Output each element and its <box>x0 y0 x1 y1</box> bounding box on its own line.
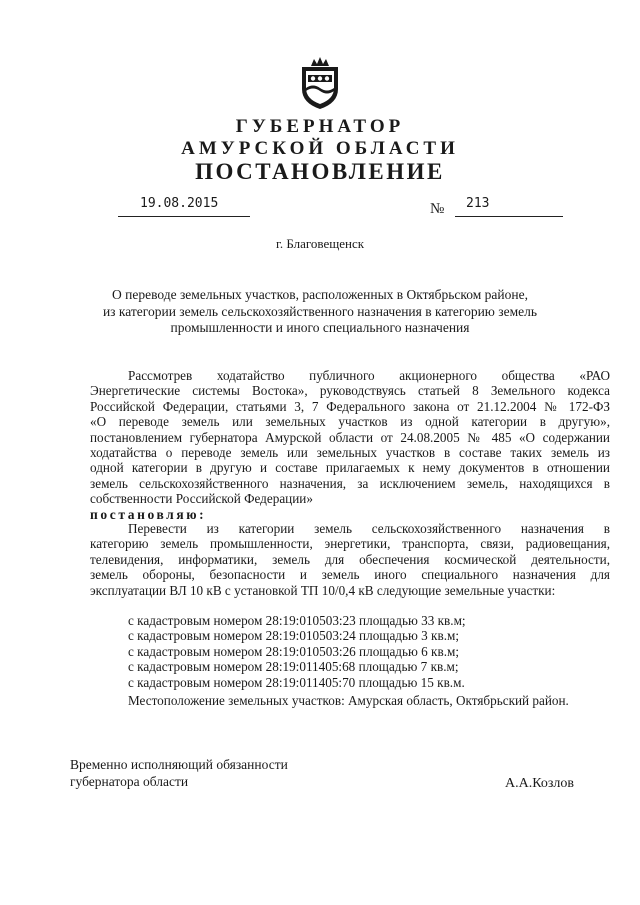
document-subject <box>0 287 640 337</box>
preamble-line: Рассмотрев ходатайство публичного акционерного общества «РАО <box>128 368 610 383</box>
resolve-word: постановляю: <box>90 507 207 522</box>
list-item: с кадастровым номером 28:19:011405:70 площадью 15 кв.м. <box>128 674 465 690</box>
amur-coat-of-arms-icon <box>296 55 344 111</box>
city: г. Благовещенск <box>275 236 365 251</box>
preamble-line: собственности Российской Федерации» <box>90 491 313 507</box>
preamble-line: Российской Федерации, статьями 3, 7 Федерального закона от 21.12.2004 № 172-ФЗ <box>90 398 610 414</box>
preamble-line: одной категории в другую и составе прилагаемых к нему документов в отношении <box>90 460 610 476</box>
preamble-line: земель сельскохозяйственного назначения, за исключением земель, находящихся в <box>90 475 610 491</box>
header-title-region: АМУРСКОЙ ОБЛАСТИ <box>181 138 459 159</box>
date-underline <box>118 216 250 217</box>
subject-line: О переводе земельных участков, расположенных в Октябрьском районе, <box>112 287 528 302</box>
document-type-title: ПОСТАНОВЛЕНИЕ <box>195 159 445 184</box>
signatory-title <box>70 756 288 790</box>
decision-line: эксплуатации ВЛ 10 кВ с установкой ТП 10/0,4 кВ следующие земельные участки: <box>90 582 556 598</box>
header-title-governor: ГУБЕРНАТОР <box>235 116 405 137</box>
list-item: с кадастровым номером 28:19:010503:23 площадью 33 кв.м; <box>128 613 466 628</box>
signatory-name: А.А.Козлов <box>505 776 574 791</box>
signatory-title-line: Временно исполняющий обязанности <box>70 757 288 772</box>
decision-line: земель обороны, безопасности и земель иного специального назначения для <box>90 567 610 583</box>
subject-line: из категории земель сельскохозяйственного назначения в категорию земель <box>102 303 538 319</box>
document-number: 213 <box>466 196 490 211</box>
signatory-title-line: губернатора области <box>70 774 189 789</box>
preamble-line: постановлением губернатора Амурской области от 24.08.2005 № 485 «О содержании <box>90 429 610 445</box>
number-sign: № <box>430 201 445 217</box>
decision-paragraph <box>90 521 610 598</box>
preamble-line: Энергетические системы Востока», руководствуясь статьей 8 Земельного кодекса <box>90 383 610 399</box>
subject-line: промышленности и иного специального назначения <box>170 320 470 335</box>
plot-list <box>128 613 466 690</box>
list-item: с кадастровым номером 28:19:010503:26 площадью 6 кв.м; <box>128 643 460 659</box>
plots-location: Местоположение земельных участков: Амурская область, Октябрьский район. <box>128 693 569 708</box>
decision-line: Перевести из категории земель сельскохозяйственного назначения в <box>128 521 610 536</box>
preamble-paragraph <box>90 368 610 507</box>
decision-line: телевидения, информатики, земель для обеспечения космической деятельности, <box>90 551 610 567</box>
number-underline <box>455 216 563 217</box>
list-item: с кадастровым номером 28:19:010503:24 площадью 3 кв.м; <box>128 628 460 644</box>
decision-line: категорию земель промышленности, энергетики, транспорта, связи, радиовещания, <box>90 536 610 552</box>
document-date: 19.08.2015 <box>140 196 219 211</box>
preamble-line: «О переводе земель или земельных участков из одной категории в другую», <box>90 414 610 430</box>
preamble-line: ходатайства о переводе земель или земельных участков в составе таких земель из <box>90 445 610 461</box>
list-item: с кадастровым номером 28:19:011405:68 площадью 7 кв.м; <box>128 659 459 675</box>
